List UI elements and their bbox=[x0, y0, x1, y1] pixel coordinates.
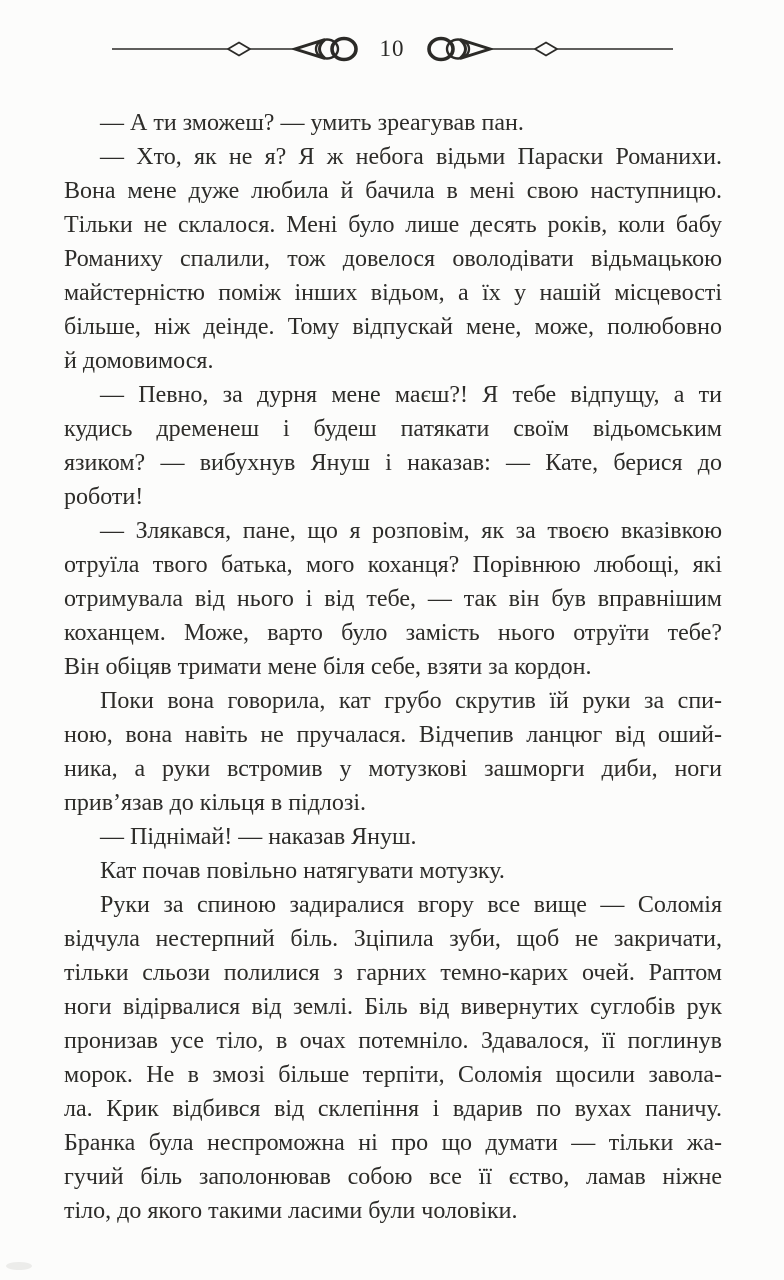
header-ornament-left-icon bbox=[112, 34, 360, 64]
text-line: прив’язав до кільця в підлозі. bbox=[64, 790, 367, 816]
paragraph bbox=[64, 820, 722, 854]
text-line: — А ти зможеш? — умить зреагував пан. bbox=[100, 110, 524, 136]
text-line: — Злякався, пане, що я розповім, як за твоєю вказівкою bbox=[100, 518, 722, 544]
header-ornament-right-icon bbox=[425, 34, 673, 64]
paragraph bbox=[64, 140, 722, 378]
text-line: тіло, до якого такими ласими були чоловіки. bbox=[64, 1198, 518, 1224]
paragraph bbox=[64, 514, 722, 684]
paragraph bbox=[64, 684, 722, 820]
paragraph bbox=[64, 378, 722, 514]
text-line: морок. Не в змозі більше терпіти, Соломія щосили завола- bbox=[64, 1062, 722, 1088]
text-line: Вона мене дуже любила й бачила в мені свою наступницю. bbox=[64, 178, 722, 204]
text-line: ла. Крик відбився від склепіння і вдарив по вухах паничу. bbox=[64, 1096, 722, 1122]
text-line: язиком? — вибухнув Януш і наказав: — Кате, берися до bbox=[64, 450, 722, 476]
text-line: — Певно, за дурня мене маєш?! Я тебе відпущу, а ти bbox=[100, 382, 722, 408]
text-line: Бранка була неспроможна ні про що думати — тільки жа- bbox=[64, 1130, 722, 1156]
text-line: отримувала від нього і від тебе, — так він був вправнішим bbox=[64, 586, 722, 612]
text-line: Романиху спалили, тож довелося оволодівати відьмацькою bbox=[64, 246, 722, 272]
text-line: гучий біль заполонював собою все її єство, ламав ніжне bbox=[64, 1164, 722, 1190]
text-line: ноги відірвалися від землі. Біль від вивернутих суглобів рук bbox=[64, 994, 722, 1020]
text-line: пронизав усе тіло, в очах потемніло. Здавалося, її поглинув bbox=[64, 1028, 722, 1054]
text-line: Кат почав повільно натягувати мотузку. bbox=[100, 858, 505, 884]
text-line: Він обіцяв тримати мене біля себе, взяти за кордон. bbox=[64, 654, 592, 680]
text-line: більше, ніж деінде. Тому відпускай мене, може, полюбовно bbox=[64, 314, 722, 340]
text-line: роботи! bbox=[64, 484, 144, 510]
page-header bbox=[0, 32, 784, 66]
text-line: кудись дременеш і будеш патякати своїм відьомським bbox=[64, 416, 722, 442]
page-number: 10 bbox=[379, 35, 405, 61]
text-line: майстерністю поміж інших відьом, а їх у нашій місцевості bbox=[64, 280, 722, 306]
text-line: й домовимося. bbox=[64, 348, 214, 374]
text-line: ника, а руки встромив у мотузкові зашморги диби, ноги bbox=[64, 756, 722, 782]
text-line: — Піднімай! — наказав Януш. bbox=[100, 824, 417, 850]
text-line: тільки сльози полилися з гарних темно-карих очей. Раптом bbox=[64, 960, 722, 986]
paragraph bbox=[64, 106, 722, 140]
scan-smudge bbox=[6, 1262, 32, 1270]
text-line: коханцем. Може, варто було замість нього отруїти тебе? bbox=[64, 620, 722, 646]
paragraph bbox=[64, 888, 722, 1228]
text-line: Тільки не склалося. Мені було лише десять років, коли бабу bbox=[64, 212, 722, 238]
page-text bbox=[64, 106, 722, 1228]
text-line: відчула нестерпний біль. Зціпила зуби, щоб не закричати, bbox=[64, 926, 722, 952]
text-line: отруїла твого батька, мого коханця? Порівнюю любощі, які bbox=[64, 552, 722, 578]
text-line: ною, вона навіть не пручалася. Відчепив ланцюг від оший- bbox=[64, 722, 722, 748]
text-line: Руки за спиною задиралися вгору все вище — Соломія bbox=[100, 892, 722, 918]
text-line: — Хто, як не я? Я ж небога відьми Параски Романихи. bbox=[100, 144, 722, 170]
paragraph bbox=[64, 854, 722, 888]
text-line: Поки вона говорила, кат грубо скрутив їй руки за спи- bbox=[100, 688, 722, 714]
